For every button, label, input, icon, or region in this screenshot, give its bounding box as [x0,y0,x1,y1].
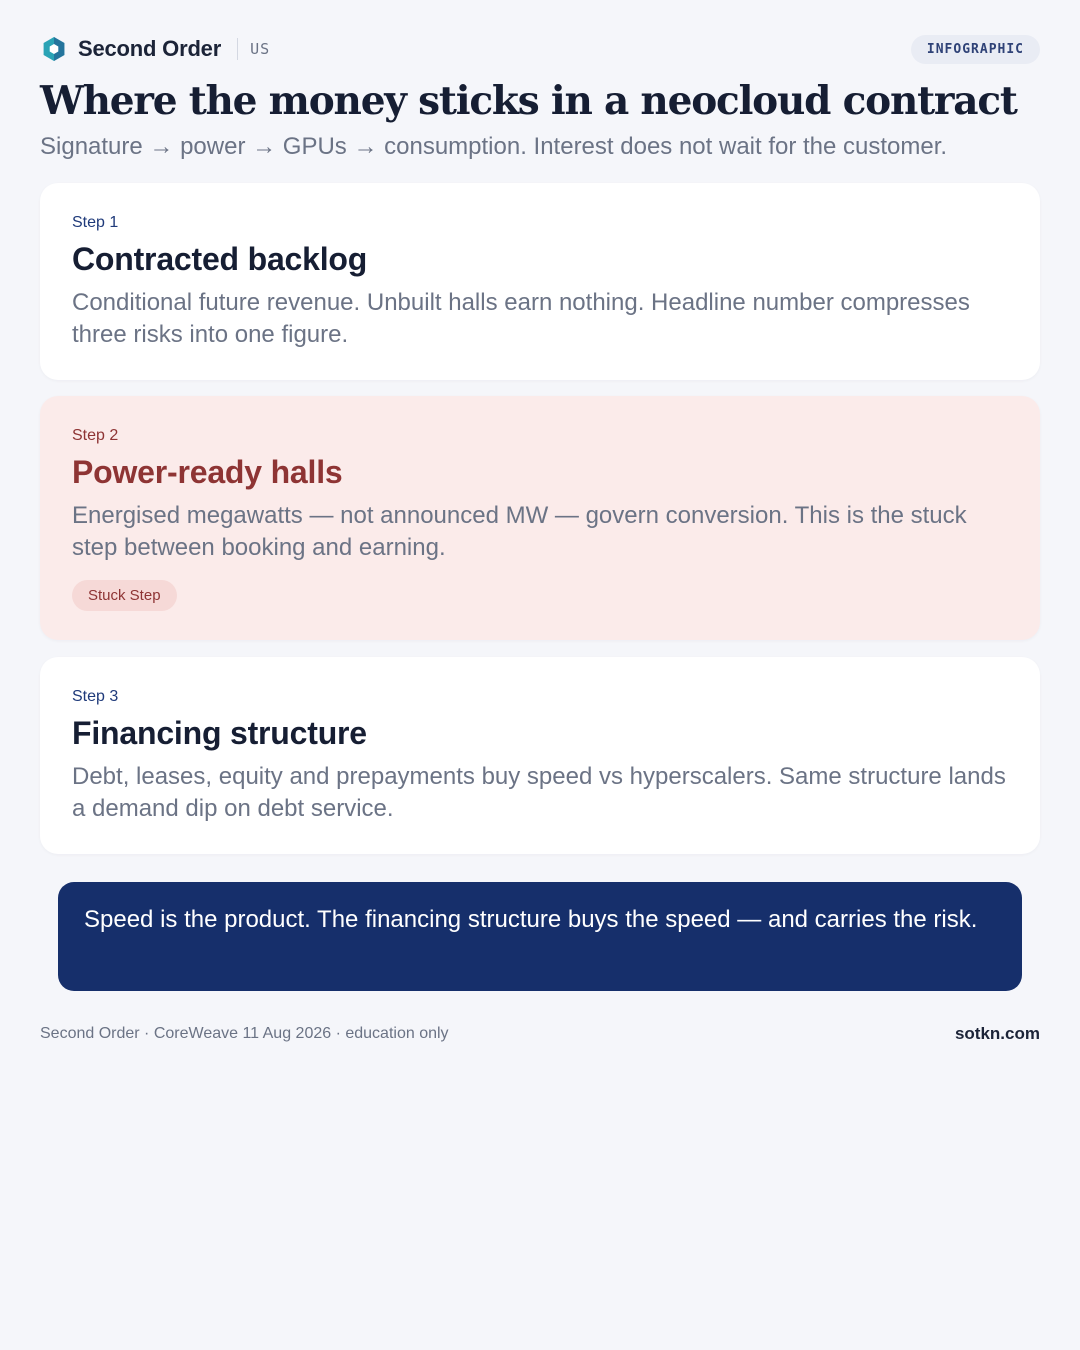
hexagon-logo-icon [40,35,68,63]
infographic-tag: INFOGRAPHIC [911,35,1040,64]
footer-source: Second Order · CoreWeave 11 Aug 2026 · education only [40,1025,449,1042]
page-title: Where the money sticks in a neocloud contract [40,78,1017,124]
brand-divider [237,38,238,60]
step-description: Debt, leases, equity and prepayments buy speed vs hyperscalers. Same structure lands a demand dip on debt service. [72,763,1006,822]
brand-name: Second Order [78,36,222,61]
step-description: Conditional future revenue. Unbuilt halls earn nothing. Headline number compresses three risks into one figure. [72,289,970,348]
step-number: Step 2 [72,427,119,444]
page-subtitle: Signature → power → GPUs → consumption. Interest does not wait for the customer. [40,133,948,160]
header [40,32,1040,66]
step-card-3 [40,657,1040,854]
step-heading: Financing structure [72,715,367,751]
step-heading: Power-ready halls [72,454,343,490]
key-takeaway-callout: Speed is the product. The financing structure buys the speed — and carries the risk. [58,882,1022,991]
region-label: US [250,40,271,58]
step-number: Step 3 [72,688,119,705]
footer [40,1024,1040,1044]
step-heading: Contracted backlog [72,241,368,277]
step-number: Step 1 [72,214,119,231]
step-description: Energised megawatts — not announced MW — govern conversion. This is the stuck step between booking and earning. [72,502,967,561]
step-card-2 [40,396,1040,640]
brand [40,35,270,63]
stuck-step-badge: Stuck Step [72,580,177,611]
step-card-1 [40,183,1040,380]
footer-site-link[interactable]: sotkn.com [954,1024,1040,1043]
